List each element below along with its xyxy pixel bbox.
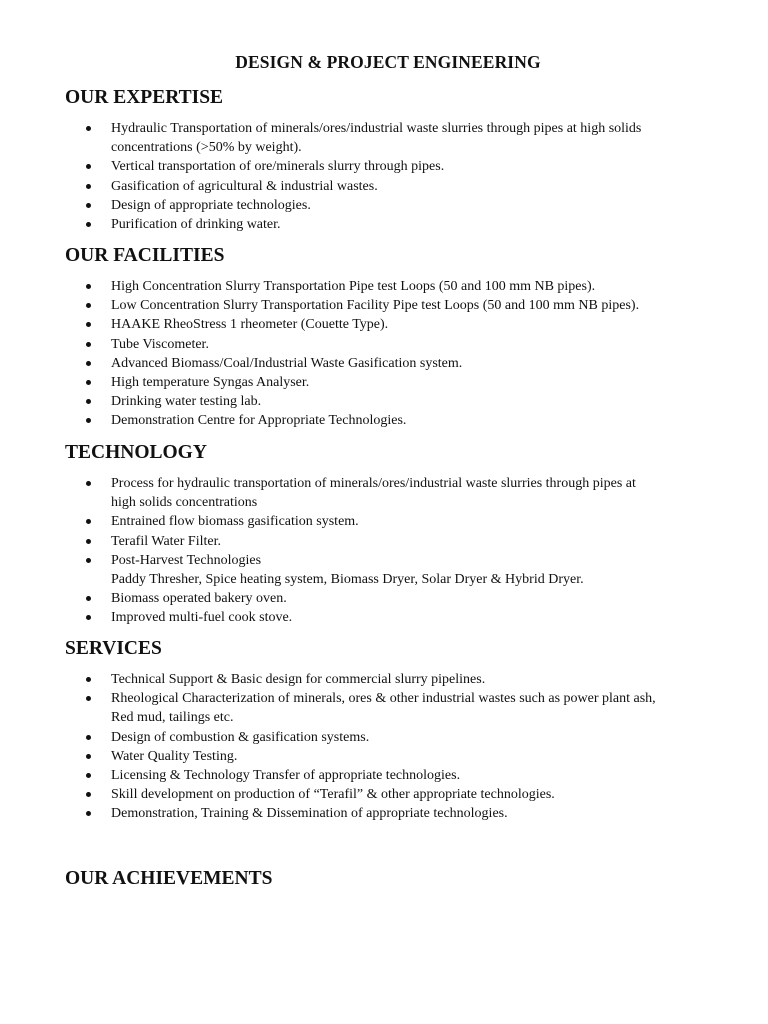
list-item [0,215,768,234]
list-item [0,689,768,727]
section-heading-expertise: OUR EXPERTISE [65,87,224,108]
bullet-icon [86,558,91,563]
list-item-text: Gasification of agricultural & industrial wastes. [111,178,378,194]
list-item [0,747,768,766]
list-item-text: Licensing & Technology Transfer of appropriate technologies. [111,768,461,784]
list-item [0,157,768,176]
list-item [0,392,768,411]
list-item-text: Rheological Characterization of minerals, ores & other industrial wastes such as power plant ash, [111,691,656,707]
bullet-icon [86,418,91,423]
list-item [0,411,768,430]
list-item [0,532,768,551]
list-item [0,728,768,747]
facilities-list [0,277,768,431]
bullet-icon [86,811,91,816]
list-item [0,277,768,296]
list-item-text: Design of appropriate technologies. [111,197,311,213]
list-item-text: Technical Support & Basic design for commercial slurry pipelines. [111,672,486,687]
list-item [0,551,768,589]
list-item-text: Demonstration, Training & Dissemination of appropriate technologies. [111,806,508,822]
list-item-text: Post-Harvest Technologies [111,552,262,568]
list-item-text: Process for hydraulic transportation of minerals/ores/industrial waste slurries through pipes at [111,476,636,491]
list-item-text: Tube Viscometer. [111,336,209,352]
section-heading-facilities: OUR FACILITIES [65,245,225,266]
list-item [0,119,768,157]
bullet-icon [86,342,91,347]
list-item-text: Demonstration Centre for Appropriate Technologies. [111,413,407,429]
list-item-text: Red mud, tailings etc. [111,710,234,726]
bullet-icon [86,322,91,327]
bullet-icon [86,754,91,759]
bullet-icon [86,792,91,797]
services-list [0,670,768,824]
bullet-icon [86,303,91,308]
list-item-text: HAAKE RheoStress 1 rheometer (Couette Type). [111,317,389,333]
list-item-text: Design of combustion & gasification systems. [111,729,370,745]
list-item-text: Biomass operated bakery oven. [111,591,287,607]
section-heading-services: SERVICES [65,638,162,659]
bullet-icon [86,677,91,682]
bullet-icon [86,596,91,601]
list-item-text: concentrations (>50% by weight). [111,140,302,156]
list-item-text: Improved multi-fuel cook stove. [111,610,293,626]
technology-list [0,474,768,628]
list-item-text: Terafil Water Filter. [111,533,221,549]
section-heading-technology: TECHNOLOGY [65,442,207,463]
list-item-text: High Concentration Slurry Transportation Pipe test Loops (50 and 100 mm NB pipes). [111,279,596,294]
list-item-text: Vertical transportation of ore/minerals slurry through pipes. [111,159,445,175]
list-item-text: Low Concentration Slurry Transportation Facility Pipe test Loops (50 and 100 mm NB pipes). [111,298,640,314]
list-item [0,804,768,823]
bullet-icon [86,735,91,740]
list-item-text: Entrained flow biomass gasification system. [111,514,359,530]
bullet-icon [86,481,91,486]
list-item [0,373,768,392]
list-item-text: Skill development on production of “Terafil” & other appropriate technologies. [111,787,555,803]
bullet-icon [86,164,91,169]
bullet-icon [86,615,91,620]
list-item [0,670,768,689]
list-item [0,354,768,373]
list-item-text: Drinking water testing lab. [111,394,262,410]
list-item-text: High temperature Syngas Analyser. [111,375,310,391]
bullet-icon [86,222,91,227]
bullet-icon [86,696,91,701]
bullet-icon [86,773,91,778]
list-item [0,785,768,804]
bullet-icon [86,284,91,289]
expertise-list [0,119,768,234]
list-item-text: Paddy Thresher, Spice heating system, Biomass Dryer, Solar Dryer & Hybrid Dryer. [111,572,584,588]
list-item-text: Purification of drinking water. [111,217,281,233]
list-item-text: Water Quality Testing. [111,748,238,764]
document-title: DESIGN & PROJECT ENGINEERING [235,52,541,72]
list-item [0,512,768,531]
list-item [0,608,768,627]
list-item-text: Hydraulic Transportation of minerals/ores/industrial waste slurries through pipes at high solids [111,121,642,136]
list-item [0,296,768,315]
list-item [0,315,768,334]
bullet-icon [86,519,91,524]
bullet-icon [86,126,91,131]
bullet-icon [86,539,91,544]
section-heading-achievements: OUR ACHIEVEMENTS [65,868,273,889]
list-item [0,335,768,354]
bullet-icon [86,380,91,385]
list-item-text: high solids concentrations [111,495,258,511]
bullet-icon [86,399,91,404]
list-item-text: Advanced Biomass/Coal/Industrial Waste Gasification system. [111,355,463,371]
bullet-icon [86,203,91,208]
list-item [0,589,768,608]
list-item [0,766,768,785]
bullet-icon [86,184,91,189]
list-item [0,474,768,512]
list-item [0,177,768,196]
list-item [0,196,768,215]
bullet-icon [86,361,91,366]
